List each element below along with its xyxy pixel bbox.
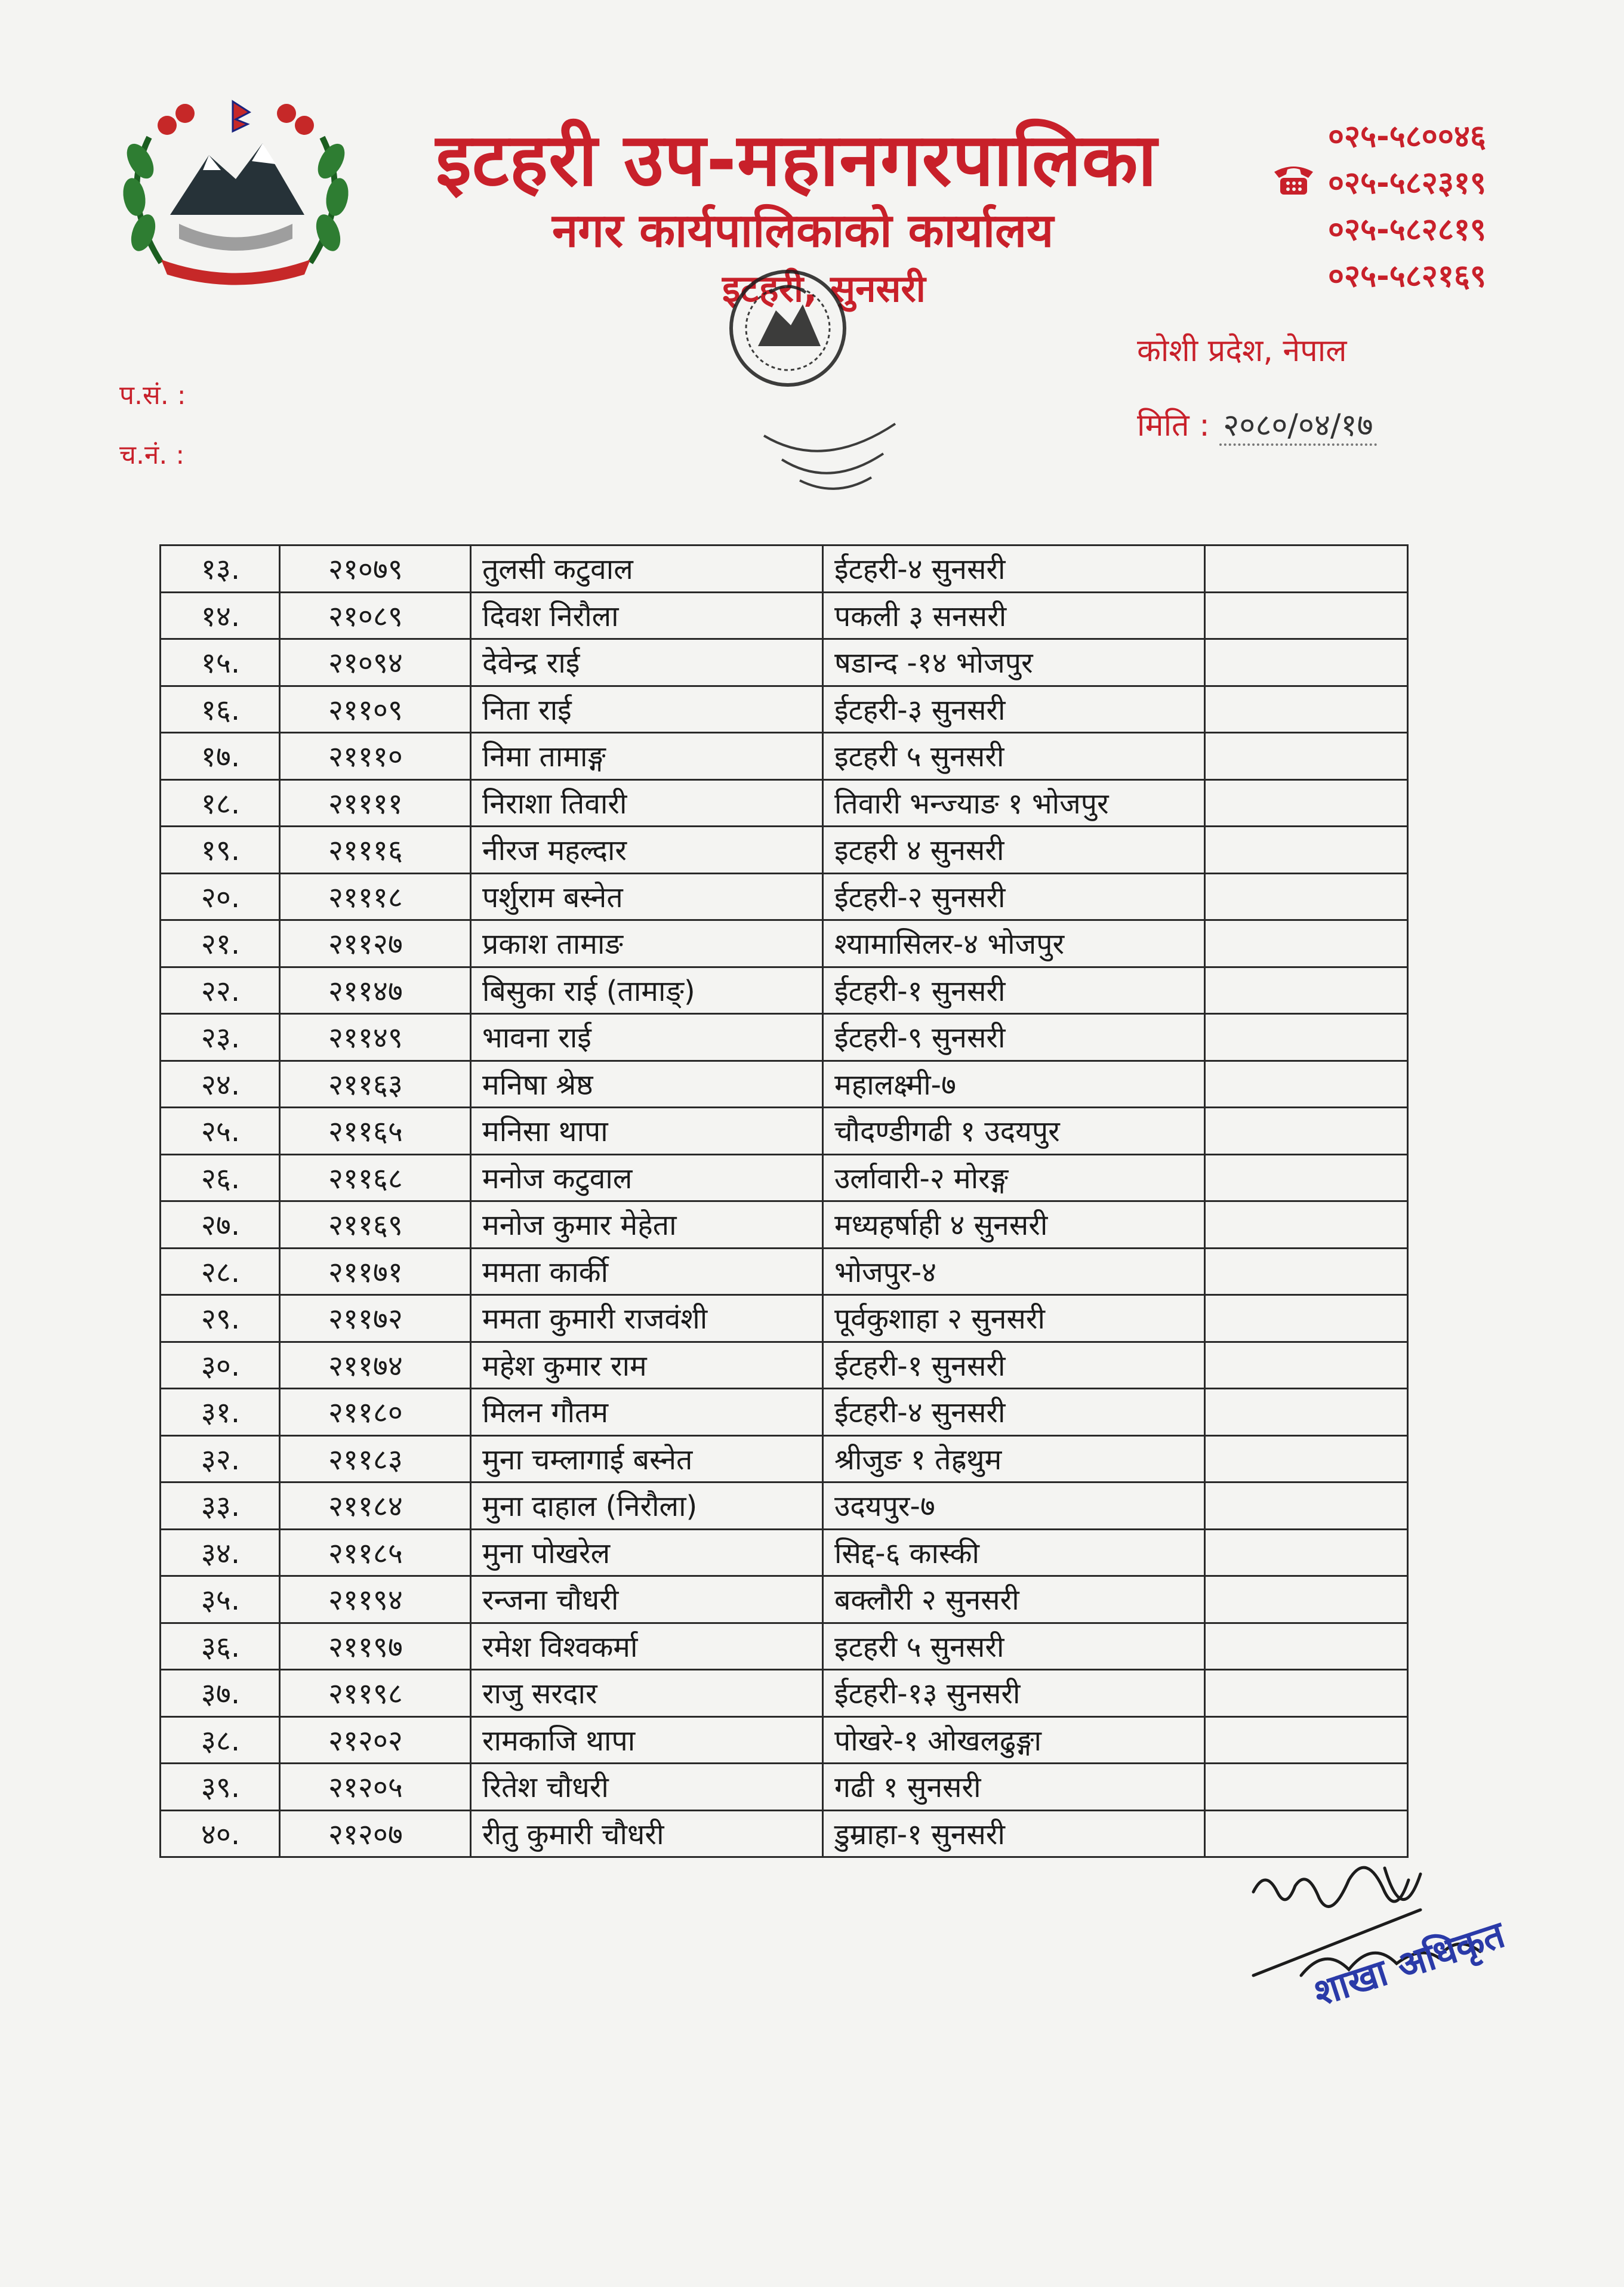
- table-row: [161, 1014, 1408, 1061]
- table-row: [161, 873, 1408, 920]
- date-line: [1137, 403, 1377, 445]
- registration-number-cell: २११०९: [280, 686, 471, 733]
- name-cell: ममता कुमारी राजवंशी: [471, 1295, 823, 1342]
- registration-number-cell: २१२०२: [280, 1716, 471, 1764]
- remarks-cell: [1205, 1342, 1408, 1389]
- address-cell: ईटहरी-२ सुनसरी: [823, 873, 1205, 920]
- registration-number-cell: २११७१: [280, 1248, 471, 1295]
- serial-number-cell: ४०.: [161, 1810, 280, 1857]
- name-cell: रितेश चौधरी: [471, 1764, 823, 1811]
- name-cell: मुना चम्लागाई बस्नेत: [471, 1435, 823, 1482]
- table-row: [161, 1623, 1408, 1670]
- serial-number-cell: १५.: [161, 639, 280, 686]
- name-cell: रन्जना चौधरी: [471, 1576, 823, 1623]
- serial-number-cell: ३२.: [161, 1435, 280, 1482]
- name-cell: नीरज महल्दार: [471, 827, 823, 874]
- address-cell: ईटहरी-१ सुनसरी: [823, 967, 1205, 1014]
- registration-number-cell: २११७४: [280, 1342, 471, 1389]
- province-label: कोशी प्रदेश, नेपाल: [1137, 333, 1347, 369]
- address-cell: ईटहरी-९ सुनसरी: [823, 1014, 1205, 1061]
- name-cell: मुना पोखरेल: [471, 1529, 823, 1576]
- address-cell: सिद्द-६ कास्की: [823, 1529, 1205, 1576]
- table-row: [161, 1435, 1408, 1482]
- table-row: [161, 1342, 1408, 1389]
- registration-number-cell: २१११६: [280, 827, 471, 874]
- serial-number-cell: ३०.: [161, 1342, 280, 1389]
- table-row: [161, 1764, 1408, 1811]
- remarks-cell: [1205, 1248, 1408, 1295]
- table-row: [161, 1482, 1408, 1530]
- registration-number-cell: २११७२: [280, 1295, 471, 1342]
- phone-numbers: [1328, 113, 1486, 300]
- registration-number-cell: २११४९: [280, 1014, 471, 1061]
- address-cell: ईटहरी-१ सुनसरी: [823, 1342, 1205, 1389]
- registration-number-cell: २११६३: [280, 1061, 471, 1108]
- serial-number-cell: १४.: [161, 592, 280, 639]
- table-row: [161, 1248, 1408, 1295]
- remarks-cell: [1205, 733, 1408, 780]
- serial-number-cell: ३६.: [161, 1623, 280, 1670]
- name-cell: मनोज कटुवाल: [471, 1154, 823, 1201]
- serial-number-cell: २६.: [161, 1154, 280, 1201]
- remarks-cell: [1205, 1435, 1408, 1482]
- remarks-cell: [1205, 873, 1408, 920]
- remarks-cell: [1205, 1108, 1408, 1155]
- registration-number-cell: २१०७९: [280, 545, 471, 593]
- table-row: [161, 686, 1408, 733]
- page-title: इटहरी उप-महानगरपालिका: [436, 118, 1158, 202]
- table-row: [161, 920, 1408, 967]
- name-cell: मनोज कुमार मेहेता: [471, 1201, 823, 1249]
- address-cell: बक्लौरी २ सुनसरी: [823, 1576, 1205, 1623]
- name-cell: पर्शुराम बस्नेत: [471, 873, 823, 920]
- address-cell: ईटहरी-४ सुनसरी: [823, 1389, 1205, 1436]
- phone-number: ०२५-५८००४६: [1328, 119, 1486, 155]
- registration-number-cell: २११६८: [280, 1154, 471, 1201]
- table-row: [161, 827, 1408, 874]
- address-cell: षडान्द -१४ भोजपुर: [823, 639, 1205, 686]
- remarks-cell: [1205, 967, 1408, 1014]
- registration-number-cell: २११८५: [280, 1529, 471, 1576]
- table-row: [161, 592, 1408, 639]
- nepal-emblem-icon: [113, 90, 358, 298]
- serial-number-cell: ३३.: [161, 1482, 280, 1530]
- remarks-cell: [1205, 1576, 1408, 1623]
- serial-number-cell: ३५.: [161, 1576, 280, 1623]
- name-cell: प्रकाश तामाङ: [471, 920, 823, 967]
- address-cell: पोखरे-१ ओखलढुङ्गा: [823, 1716, 1205, 1764]
- address-cell: उर्लावारी-२ मोरङ्ग: [823, 1154, 1205, 1201]
- address-cell: ईटहरी-१३ सुनसरी: [823, 1670, 1205, 1717]
- remarks-cell: [1205, 779, 1408, 827]
- remarks-cell: [1205, 1295, 1408, 1342]
- registration-number-cell: २११२७: [280, 920, 471, 967]
- serial-number-cell: २२.: [161, 967, 280, 1014]
- name-cell: निता राई: [471, 686, 823, 733]
- serial-number-cell: ३८.: [161, 1716, 280, 1764]
- registration-number-cell: २११९७: [280, 1623, 471, 1670]
- remarks-cell: [1205, 545, 1408, 593]
- registration-number-cell: २१०९४: [280, 639, 471, 686]
- name-cell: निराशा तिवारी: [471, 779, 823, 827]
- registration-number-cell: २११८०: [280, 1389, 471, 1436]
- remarks-cell: [1205, 920, 1408, 967]
- office-seal-stamp: [686, 257, 937, 507]
- name-cell: राजु सरदार: [471, 1670, 823, 1717]
- serial-number-cell: ३९.: [161, 1764, 280, 1811]
- serial-number-cell: २८.: [161, 1248, 280, 1295]
- remarks-cell: [1205, 1670, 1408, 1717]
- address-cell: चौदण्डीगढी १ उदयपुर: [823, 1108, 1205, 1155]
- remarks-cell: [1205, 1154, 1408, 1201]
- name-cell: तुलसी कटुवाल: [471, 545, 823, 593]
- address-cell: डुम्राहा-१ सुनसरी: [823, 1810, 1205, 1857]
- remarks-cell: [1205, 1482, 1408, 1530]
- table-row: [161, 967, 1408, 1014]
- address-cell: ईटहरी-३ सुनसरी: [823, 686, 1205, 733]
- registration-number-cell: २११८४: [280, 1482, 471, 1530]
- remarks-cell: [1205, 639, 1408, 686]
- serial-number-cell: २७.: [161, 1201, 280, 1249]
- serial-number-cell: ३७.: [161, 1670, 280, 1717]
- name-cell: देवेन्द्र राई: [471, 639, 823, 686]
- name-cell: दिवश निरौला: [471, 592, 823, 639]
- address-cell: मध्यहर्षाही ४ सुनसरी: [823, 1201, 1205, 1249]
- address-cell: इटहरी ५ सुनसरी: [823, 733, 1205, 780]
- name-cell: मनिषा श्रेष्ठ: [471, 1061, 823, 1108]
- serial-number-cell: १३.: [161, 545, 280, 593]
- registration-number-cell: २११११: [280, 779, 471, 827]
- registration-number-cell: २१२०७: [280, 1810, 471, 1857]
- phone-number: ०२५-५८२८१९: [1328, 212, 1486, 248]
- date-value: २०८०/०४/१७: [1219, 408, 1376, 446]
- serial-number-cell: ३४.: [161, 1529, 280, 1576]
- remarks-cell: [1205, 686, 1408, 733]
- registration-number-cell: २११६९: [280, 1201, 471, 1249]
- name-cell: मनिसा थापा: [471, 1108, 823, 1155]
- table-row: [161, 639, 1408, 686]
- address-cell: पकली ३ सनसरी: [823, 592, 1205, 639]
- registration-number-cell: २११९८: [280, 1670, 471, 1717]
- phone-number: ०२५-५८२३१९: [1328, 165, 1486, 201]
- reference-number-label: प.सं. :: [119, 380, 186, 411]
- name-cell: ममता कार्की: [471, 1248, 823, 1295]
- address-cell: इटहरी ४ सुनसरी: [823, 827, 1205, 874]
- registration-number-cell: २१११८: [280, 873, 471, 920]
- remarks-cell: [1205, 592, 1408, 639]
- serial-number-cell: २४.: [161, 1061, 280, 1108]
- registration-number-cell: २११४७: [280, 967, 471, 1014]
- name-cell: महेश कुमार राम: [471, 1342, 823, 1389]
- table-row: [161, 1670, 1408, 1717]
- address-cell: श्यामासिलर-४ भोजपुर: [823, 920, 1205, 967]
- serial-number-cell: २१.: [161, 920, 280, 967]
- serial-number-cell: १८.: [161, 779, 280, 827]
- registration-number-cell: २११९४: [280, 1576, 471, 1623]
- address-cell: श्रीजुङ १ तेह्रथुम: [823, 1435, 1205, 1482]
- address-cell: गढी १ सुनसरी: [823, 1764, 1205, 1811]
- name-cell: भावना राई: [471, 1014, 823, 1061]
- office-city: इटहरी, सुनसरी: [722, 267, 926, 310]
- address-cell: तिवारी भन्ज्याङ १ भोजपुर: [823, 779, 1205, 827]
- table-row: [161, 545, 1408, 593]
- serial-number-cell: १७.: [161, 733, 280, 780]
- remarks-cell: [1205, 1014, 1408, 1061]
- registration-number-cell: २११८३: [280, 1435, 471, 1482]
- serial-number-cell: २०.: [161, 873, 280, 920]
- address-cell: ईटहरी-४ सुनसरी: [823, 545, 1205, 593]
- telephone-icon: [1271, 161, 1316, 197]
- table-row: [161, 1061, 1408, 1108]
- name-cell: मिलन गौतम: [471, 1389, 823, 1436]
- table-row: [161, 1389, 1408, 1436]
- address-cell: उदयपुर-७: [823, 1482, 1205, 1530]
- remarks-cell: [1205, 1623, 1408, 1670]
- address-cell: महालक्ष्मी-७: [823, 1061, 1205, 1108]
- serial-number-cell: १९.: [161, 827, 280, 874]
- phone-number: ०२५-५८२१६९: [1328, 258, 1486, 294]
- table-row: [161, 1201, 1408, 1249]
- registration-number-cell: २११६५: [280, 1108, 471, 1155]
- office-subtitle: नगर कार्यपालिकाको कार्यालय: [552, 204, 1054, 258]
- table-row: [161, 1529, 1408, 1576]
- name-cell: रमेश विश्वकर्मा: [471, 1623, 823, 1670]
- remarks-cell: [1205, 1716, 1408, 1764]
- registration-number-cell: २१११०: [280, 733, 471, 780]
- address-cell: इटहरी ५ सुनसरी: [823, 1623, 1205, 1670]
- serial-number-cell: २९.: [161, 1295, 280, 1342]
- serial-number-cell: ३१.: [161, 1389, 280, 1436]
- table-row: [161, 1576, 1408, 1623]
- table-row: [161, 779, 1408, 827]
- remarks-cell: [1205, 1061, 1408, 1108]
- signatory-title-stamp: शाखा अधिकृत: [1308, 1912, 1510, 2015]
- dispatch-number-label: च.नं. :: [119, 440, 185, 470]
- table-row: [161, 733, 1408, 780]
- serial-number-cell: २५.: [161, 1108, 280, 1155]
- name-cell: रीतु कुमारी चौधरी: [471, 1810, 823, 1857]
- name-cell: मुना दाहाल (निरौला): [471, 1482, 823, 1530]
- table-row: [161, 1810, 1408, 1857]
- address-cell: पूर्वकुशाहा २ सुनसरी: [823, 1295, 1205, 1342]
- registration-number-cell: २१२०५: [280, 1764, 471, 1811]
- remarks-cell: [1205, 1810, 1408, 1857]
- remarks-cell: [1205, 1764, 1408, 1811]
- table-row: [161, 1716, 1408, 1764]
- table-row: [161, 1154, 1408, 1201]
- name-cell: बिसुका राई (तामाङ्): [471, 967, 823, 1014]
- name-cell: रामकाजि थापा: [471, 1716, 823, 1764]
- remarks-cell: [1205, 827, 1408, 874]
- registration-number-cell: २१०८९: [280, 592, 471, 639]
- table-row: [161, 1295, 1408, 1342]
- table-row: [161, 1108, 1408, 1155]
- name-cell: निमा तामाङ्ग: [471, 733, 823, 780]
- remarks-cell: [1205, 1389, 1408, 1436]
- remarks-cell: [1205, 1201, 1408, 1249]
- date-label: मिति :: [1137, 408, 1210, 443]
- remarks-cell: [1205, 1529, 1408, 1576]
- address-cell: भोजपुर-४: [823, 1248, 1205, 1295]
- serial-number-cell: २३.: [161, 1014, 280, 1061]
- candidate-table: [159, 544, 1407, 1858]
- serial-number-cell: १६.: [161, 686, 280, 733]
